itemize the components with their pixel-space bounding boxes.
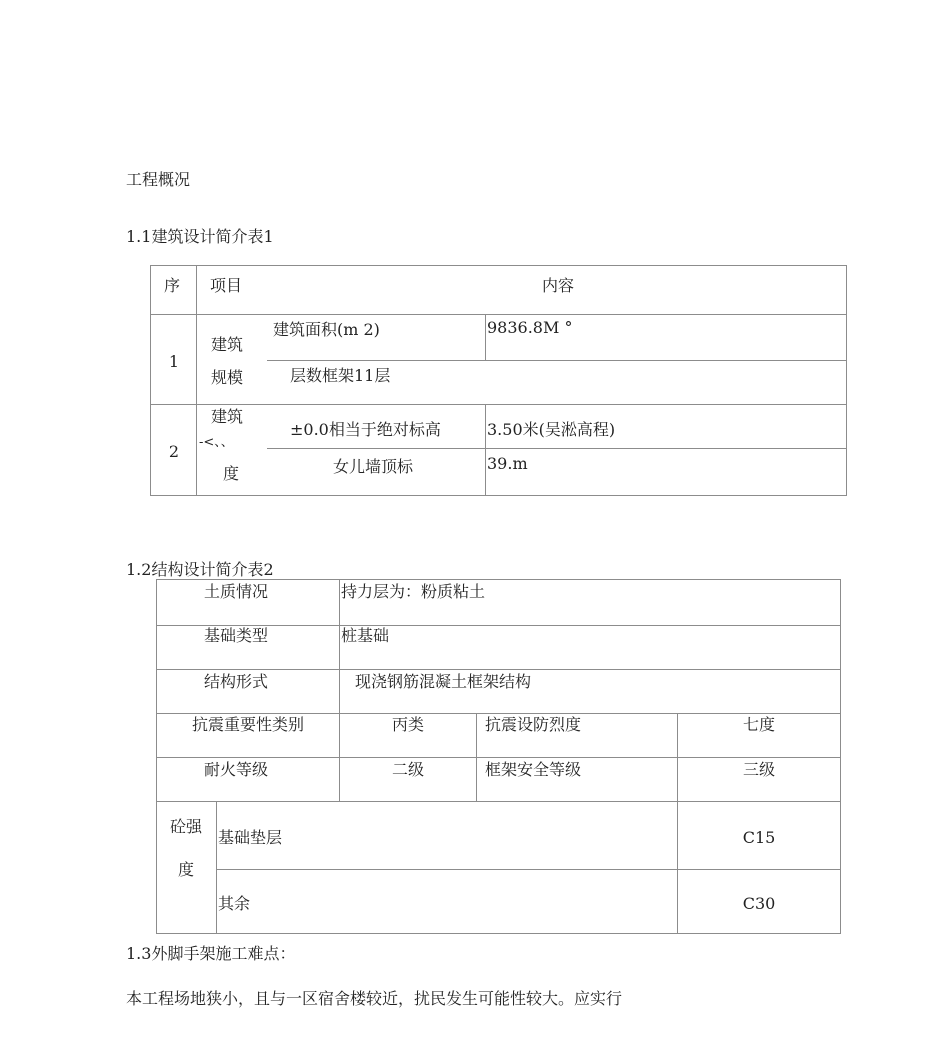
table2-rule: [216, 869, 841, 870]
table1-rule: [485, 314, 486, 360]
table2-soil-value: 持力层为：粉质粘土: [341, 582, 486, 601]
table2-structure-label: 结构形式: [203, 672, 269, 691]
doc-heading: 工程概况: [126, 170, 191, 189]
table2-rest-label: 其余: [218, 894, 251, 913]
table2-fire-value: 二级: [391, 760, 425, 779]
table2-rule: [156, 713, 841, 714]
table2-seismic-intensity-label: 抗震设防烈度: [485, 715, 582, 734]
table2-frame-safety-label: 框架安全等级: [485, 760, 582, 779]
table1-elevation-value: 3.50米(吴淞高程): [487, 420, 616, 439]
table2-rule: [677, 713, 678, 934]
table1-rule: [196, 265, 197, 496]
table1-header-item: 项目: [210, 276, 243, 295]
table1-area-value: 9836.8M °: [487, 318, 573, 337]
table1-parapet-label: 女儿墙顶标: [333, 457, 414, 476]
table1-header-content: 内容: [541, 276, 575, 295]
table2-concrete-label: 砼强: [169, 817, 203, 836]
table1-rule: [150, 314, 847, 315]
section-3-title: 1.3外脚手架施工难点：: [126, 944, 296, 963]
table1-rule: [267, 360, 847, 361]
table1-row2-seq: 2: [168, 442, 180, 461]
table2-fire-label: 耐火等级: [203, 760, 269, 779]
table2-rest-value: C30: [742, 894, 776, 913]
table2-cushion-label: 基础垫层: [218, 828, 283, 847]
section-1-title: 1.1建筑设计简介表1: [126, 227, 274, 246]
table2-rule: [476, 713, 477, 801]
table2-cushion-value: C15: [742, 828, 776, 847]
table1-row2-category: -<、、: [199, 435, 234, 450]
table2-concrete-label: 度: [177, 860, 195, 879]
table1-rule: [150, 404, 847, 405]
table1-parapet-value: 39.m: [487, 454, 528, 473]
table2-rule: [216, 801, 217, 934]
table2-structure-value: 现浇钢筋混凝土框架结构: [355, 672, 532, 691]
table1-rule: [267, 448, 847, 449]
table2-seismic-class-value: 丙类: [391, 715, 425, 734]
table2-rule: [156, 669, 841, 670]
table1-elevation-label: ±0.0相当于绝对标高: [290, 420, 441, 439]
table2-frame-safety-value: 三级: [742, 760, 776, 779]
table1-header-seq: 序: [164, 276, 181, 295]
table2-foundation-label: 基础类型: [203, 626, 269, 645]
table2-foundation-value: 桩基础: [341, 626, 390, 645]
table1-row1-category: 建筑: [211, 335, 244, 354]
table2-seismic-intensity-value: 七度: [742, 715, 776, 734]
table2-rule: [339, 579, 340, 801]
table2-soil-label: 土质情况: [203, 582, 269, 601]
body-paragraph: 本工程场地狭小，且与一区宿舍楼较近，扰民发生可能性较大。应实行: [126, 989, 623, 1008]
table2-rule: [156, 801, 841, 802]
table1-floors-text: 层数框架11层: [290, 366, 391, 385]
table1-row1-seq: 1: [168, 352, 180, 371]
section-2-title: 1.2结构设计简介表2: [126, 560, 274, 579]
table1-area-label: 建筑面积(m 2): [273, 320, 380, 339]
table2-rule: [156, 757, 841, 758]
table1-row2-category: 建筑: [211, 407, 244, 426]
table1-row1-category: 规模: [211, 368, 244, 387]
table1-rule: [485, 404, 486, 496]
table1-row2-category: 度: [223, 464, 240, 483]
table2-seismic-class-label: 抗震重要性类别: [191, 715, 305, 734]
